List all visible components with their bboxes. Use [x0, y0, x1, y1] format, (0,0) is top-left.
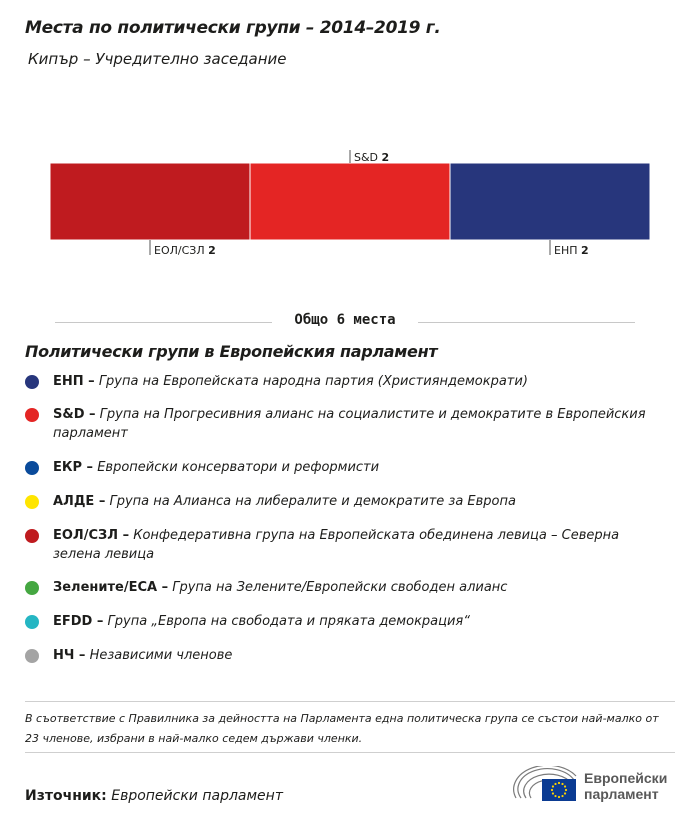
- legend-dot-icon: [25, 495, 39, 509]
- legend-text: [53, 458, 648, 477]
- legend-text: [53, 492, 648, 511]
- legend-abbr: ЕНП –: [53, 374, 95, 389]
- segment-name: S&D: [354, 151, 382, 164]
- legend-dot-icon: [25, 529, 39, 543]
- segment-label: [354, 151, 389, 164]
- segment-name: ЕОЛ/СЗЛ: [154, 244, 209, 257]
- legend-dot-icon: [25, 615, 39, 629]
- legend-dot-icon: [25, 581, 39, 595]
- legend-dot-icon: [25, 649, 39, 663]
- eu-star: [564, 792, 566, 794]
- legend-description: Група на Прогресивния алианс на социалистите и демократите в Европейския парламент: [53, 407, 646, 441]
- legend-description: Група „Европа на свободата и пряката демокрация“: [107, 614, 470, 629]
- eu-star: [558, 782, 560, 784]
- chart-title: Места по политически групи – 2014–2019 г.: [25, 18, 441, 38]
- legend-description: Група на Европейската народна партия (Християндемократи): [98, 374, 528, 389]
- eu-star: [552, 792, 554, 794]
- legend-abbr: НЧ –: [53, 648, 86, 663]
- legend-text: [53, 372, 648, 391]
- legend-abbr: ЕКР –: [53, 460, 94, 475]
- source-value: Европейски парламент: [111, 788, 283, 804]
- eu-star: [565, 789, 567, 791]
- legend-dot-icon: [25, 375, 39, 389]
- legend-text: [53, 405, 648, 443]
- legend-description: Група на Зелените/Европейски свободен алианс: [172, 580, 508, 595]
- seat-bar-chart: [0, 140, 700, 270]
- legend-description: Конфедеративна група на Европейската обединена левица – Северна зелена левица: [53, 528, 620, 562]
- eu-star: [554, 795, 556, 797]
- eu-star: [558, 796, 560, 798]
- bar-segment: [450, 163, 650, 240]
- source-label: Източник:: [25, 788, 107, 804]
- segment-name: ЕНП: [554, 244, 581, 257]
- segment-value: 2: [208, 244, 216, 257]
- membership-note: В съответствие с Правилника за дейността на Парламента една политическа група се състои най-малко от 23 членове, избрани в най-малко седем държави членки.: [25, 712, 659, 745]
- legend-text: [53, 612, 648, 631]
- chart-subtitle: Кипър – Учредително заседание: [28, 50, 287, 68]
- legend-description: Независими членове: [89, 648, 233, 663]
- total-seats-label: Общо 6 места: [294, 312, 396, 328]
- note-divider-bottom: [25, 752, 675, 753]
- legend-abbr: ЕОЛ/СЗЛ –: [53, 528, 130, 543]
- segment-label: [154, 244, 216, 257]
- legend-text: [53, 578, 648, 597]
- eu-star: [564, 785, 566, 787]
- eu-star: [554, 783, 556, 785]
- eu-star: [561, 795, 563, 797]
- eu-star: [561, 783, 563, 785]
- logo-wordmark: [584, 770, 667, 802]
- legend-text: [53, 526, 648, 564]
- total-divider-right: [418, 322, 635, 323]
- bar-segment: [250, 163, 450, 240]
- legend-dot-icon: [25, 461, 39, 475]
- source-line: [25, 788, 283, 804]
- legend-text: [53, 646, 648, 665]
- legend-abbr: EFDD –: [53, 614, 104, 629]
- logo-line-1: Европейски: [584, 770, 668, 786]
- note-divider-top: [25, 701, 675, 702]
- segment-value: 2: [381, 151, 390, 164]
- segment-value: 2: [581, 244, 589, 257]
- eu-star: [551, 789, 553, 791]
- legend-dot-icon: [25, 408, 39, 422]
- legend-description: Група на Алианса на либералите и демократите за Европа: [109, 494, 516, 509]
- eu-star: [552, 785, 554, 787]
- legend-abbr: Зелените/ЕСА –: [53, 580, 169, 595]
- legend-abbr: АЛДЕ –: [53, 494, 106, 509]
- total-seats-row: [55, 310, 635, 334]
- legend-description: Европейски консерватори и реформисти: [97, 460, 380, 475]
- legend-abbr: S&D –: [53, 407, 96, 422]
- segment-label: [554, 244, 589, 257]
- legend-title: Политически групи в Европейския парламент: [25, 342, 438, 361]
- bar-segment: [50, 163, 250, 240]
- logo-line-2: парламент: [584, 786, 659, 802]
